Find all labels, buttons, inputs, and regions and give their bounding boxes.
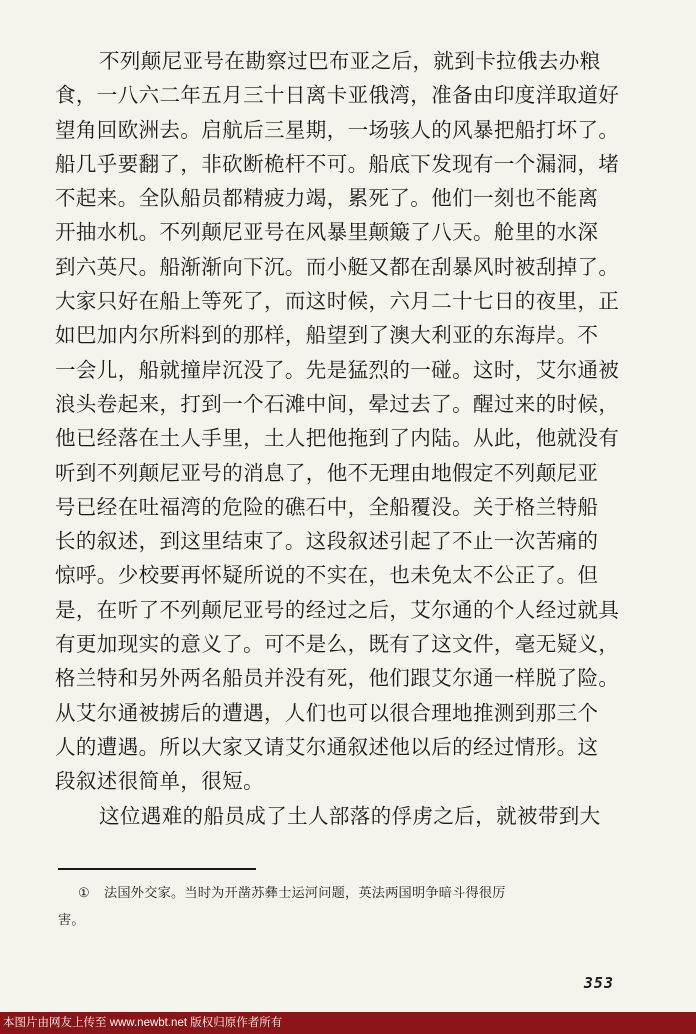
footnote-text: 法国外交家。当时为开凿苏彝士运河问题，英法两国明争暗斗得很厉 bbox=[104, 886, 506, 901]
paragraph-line: 如巴加内尔所料到的那样，船望到了澳大利亚的东海岸。不 bbox=[55, 323, 599, 348]
paragraph-line: 到六英尺。船渐渐向下沉。而小艇又都在刮暴风时被刮掉了。 bbox=[55, 254, 620, 279]
paragraph-line: 长的叙述，到这里结束了。这段叙述引起了不止一次苦痛的 bbox=[55, 529, 599, 554]
paragraph-line: 是，在听了不列颠尼亚号的经过之后，艾尔通的个人经过就具 bbox=[55, 597, 620, 622]
watermark-banner: 本图片由网友上传至 www.newbt.net 版权归原作者所有 bbox=[0, 1012, 696, 1034]
paragraph-line: 听到不列颠尼亚号的消息了，他不无理由地假定不列颠尼亚 bbox=[55, 460, 599, 485]
paragraph-line: 大家只好在船上等死了，而这时候，六月二十七日的夜里，正 bbox=[55, 289, 620, 314]
paragraph-line: 格兰特和另外两名船员并没有死，他们跟艾尔通一样脱了险。 bbox=[55, 666, 620, 691]
paragraph-line: 一会儿，船就撞岸沉没了。先是猛烈的一碰。这时，艾尔通被 bbox=[55, 357, 620, 382]
footnote-marker: ① bbox=[78, 886, 91, 901]
footnote bbox=[58, 880, 648, 934]
paragraph-line: 他已经落在土人手里，土人把他拖到了内陆。从此，他就没有 bbox=[55, 426, 620, 451]
footnote-divider bbox=[58, 868, 256, 870]
body-text bbox=[55, 44, 645, 833]
paragraph-line: 望角回欧洲去。启航后三星期，一场骇人的风暴把船打坏了。 bbox=[55, 117, 620, 142]
paragraph-line: 号已经在吐福湾的危险的礁石中，全船覆没。关于格兰特船 bbox=[55, 494, 599, 519]
footnote-text-continued: 害。 bbox=[58, 913, 85, 928]
page-number: 353 bbox=[583, 974, 614, 992]
paragraph-line: 惊呼。少校要再怀疑所说的不实在，也未免太不公正了。但 bbox=[55, 563, 599, 588]
paragraph-line: 开抽水机。不列颠尼亚号在风暴里颠簸了八天。舱里的水深 bbox=[55, 220, 599, 245]
paragraph-line: 从艾尔通被掳后的遭遇，人们也可以很合理地推测到那三个 bbox=[55, 700, 599, 725]
paragraph-line: 这位遇难的船员成了土人部落的俘虏之后，就被带到大 bbox=[99, 803, 601, 828]
paragraph-line: 不起来。全队船员都精疲力竭，累死了。他们一刻也不能离 bbox=[55, 186, 599, 211]
paragraph-line: 有更加现实的意义了。可不是么，既有了这文件，毫无疑义， bbox=[55, 632, 620, 657]
paragraph-line: 不列颠尼亚号在勘察过巴布亚之后，就到卡拉俄去办粮 bbox=[99, 49, 601, 73]
paragraph-line: 船几乎要翻了，非砍断桅杆不可。船底下发现有一个漏洞，堵 bbox=[55, 151, 620, 176]
paragraph-line: 段叙述很简单，很短。 bbox=[55, 769, 264, 794]
paragraph-line: 食，一八六二年五月三十日离卡亚俄湾，准备由印度洋取道好 bbox=[55, 83, 620, 108]
paragraph-line: 人的遭遇。所以大家又请艾尔通叙述他以后的经过情形。这 bbox=[55, 734, 599, 759]
paragraph-line: 浪头卷起来，打到一个石滩中间，晕过去了。醒过来的时候， bbox=[55, 391, 620, 416]
